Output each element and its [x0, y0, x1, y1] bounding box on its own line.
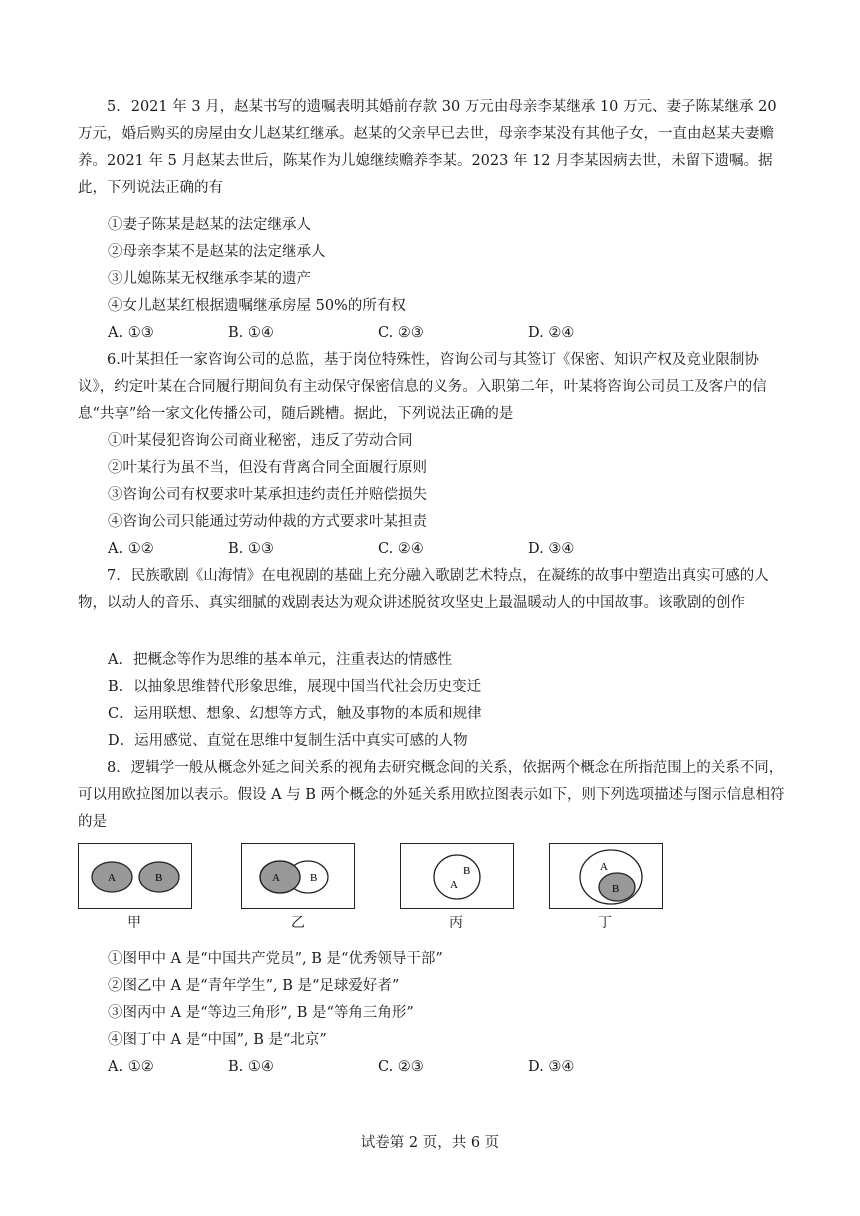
question-7-stem-text: 7．民族歌剧《山海情》在电视剧的基础上充分融入歌剧艺术特点，在凝练的故事中塑造出真实可感的人物，以动人的音乐、真实细腻的戏剧表达为观众讲述脱贫攻坚史上最温暖动人的中国故事。该歌剧的创作: [78, 568, 769, 611]
q5-statement-2: ②母亲李某不是赵某的法定继承人: [108, 244, 326, 260]
q6-statement-4: ④咨询公司只能通过劳动仲裁的方式要求叶某担责: [108, 514, 427, 530]
question-7-stem: [78, 563, 788, 617]
question-5-stem: [78, 94, 788, 202]
jia-label-b: B: [155, 872, 163, 884]
q8-statement-4: ④图丁中 A 是“中国”, B 是“北京”: [108, 1032, 327, 1048]
q8-option-c[interactable]: C. ②③: [378, 1059, 424, 1075]
q8-statement-1: ①图甲中 A 是“中国共产党员”, B 是“优秀领导干部”: [108, 951, 443, 967]
q5-option-b[interactable]: B. ①④: [228, 325, 274, 341]
ding-label-b: B: [612, 883, 620, 895]
q8-statement-3: ③图丙中 A 是“等边三角形”, B 是“等角三角形”: [108, 1005, 414, 1021]
euler-diagram-jia: [78, 843, 192, 909]
q7-option-d[interactable]: D．运用感觉、直觉在思维中复制生活中真实可感的人物: [108, 733, 468, 749]
q5-option-a[interactable]: A. ①③: [108, 325, 154, 341]
question-5-stem-text: 5．2021 年 3 月，赵某书写的遗嘱表明其婚前存款 30 万元由母亲李某继承 10 万元、妻子陈某继承 20 万元，婚后购买的房屋由女儿赵某红继承。赵某的父亲早已去世，母亲李某没有其他子女，一直由赵某夫妻赡养。2021 年 5 月赵某去世后，陈某作为儿媳继续赡养李某。2023 年 12 月李某因病去世，未留下遗嘱。据此，下列说法正确的有: [78, 99, 777, 196]
euler-jia-svg: [79, 844, 191, 908]
q6-option-b[interactable]: B. ①③: [228, 541, 274, 557]
euler-ding-svg: [550, 844, 662, 908]
q6-option-c[interactable]: C. ②④: [378, 541, 424, 557]
yi-label-a: A: [272, 872, 280, 884]
page-footer: 试卷第 2 页，共 6 页: [360, 1135, 500, 1151]
yi-label-b: B: [310, 872, 318, 884]
question-8-stem-text: 8．逻辑学一般从概念外延之间关系的视角去研究概念间的关系，依据两个概念在所指范围上的关系不同，可以用欧拉图加以表示。假设 A 与 B 两个概念的外延关系用欧拉图表示如下，则下列选项描述与图示信息相符的是: [78, 760, 785, 830]
bing-circle-ab: [434, 855, 480, 899]
q6-statement-1: ①叶某侵犯咨询公司商业秘密，违反了劳动合同: [108, 433, 413, 449]
jia-label-a: A: [108, 872, 116, 884]
q7-option-a[interactable]: A．把概念等作为思维的基本单元，注重表达的情感性: [108, 652, 452, 668]
caption-yi: 乙: [291, 915, 305, 931]
caption-jia: 甲: [127, 915, 141, 931]
q6-statement-2: ②叶某行为虽不当，但没有背离合同全面履行原则: [108, 460, 427, 476]
q5-option-d[interactable]: D. ②④: [528, 325, 575, 341]
q5-statement-1: ①妻子陈某是赵某的法定继承人: [108, 217, 311, 233]
question-6-stem-text: 6.叶某担任一家咨询公司的总监，基于岗位特殊性，咨询公司与其签订《保密、知识产权及竞业限制协议》，约定叶某在合同履行期间负有主动保守保密信息的义务。入职第二年，叶某将咨询公司员工及客户的信息“共享”给一家文化传播公司，随后跳槽。据此，下列说法正确的是: [78, 352, 767, 422]
bing-label-b: B: [463, 865, 471, 877]
q6-statement-3: ③咨询公司有权要求叶某承担违约责任并赔偿损失: [108, 487, 427, 503]
euler-diagram-yi: [241, 843, 355, 909]
ding-label-a: A: [600, 861, 608, 873]
caption-ding: 丁: [598, 915, 612, 931]
q8-option-d[interactable]: D. ③④: [528, 1059, 575, 1075]
q8-option-a[interactable]: A. ①②: [108, 1059, 154, 1075]
q5-option-c[interactable]: C. ②③: [378, 325, 424, 341]
euler-bing-svg: [401, 844, 513, 908]
q5-statement-3: ③儿媳陈某无权继承李某的遗产: [108, 271, 311, 287]
q7-option-b[interactable]: B．以抽象思维替代形象思维，展现中国当代社会历史变迁: [108, 679, 482, 695]
euler-diagram-bing: [400, 843, 514, 909]
question-8-stem: [78, 755, 788, 836]
euler-diagram-ding: [549, 843, 663, 909]
q6-option-d[interactable]: D. ③④: [528, 541, 575, 557]
q8-statement-2: ②图乙中 A 是“青年学生”, B 是“足球爱好者”: [108, 978, 400, 994]
q7-option-c[interactable]: C．运用联想、想象、幻想等方式，触及事物的本质和规律: [108, 706, 482, 722]
bing-label-a: A: [450, 879, 458, 891]
q6-option-a[interactable]: A. ①②: [108, 541, 154, 557]
q8-option-b[interactable]: B. ①④: [228, 1059, 274, 1075]
question-6-stem: [78, 347, 788, 428]
caption-bing: 丙: [449, 915, 463, 931]
q5-statement-4: ④女儿赵某红根据遗嘱继承房屋 50%的所有权: [108, 298, 406, 314]
euler-yi-svg: [242, 844, 354, 908]
